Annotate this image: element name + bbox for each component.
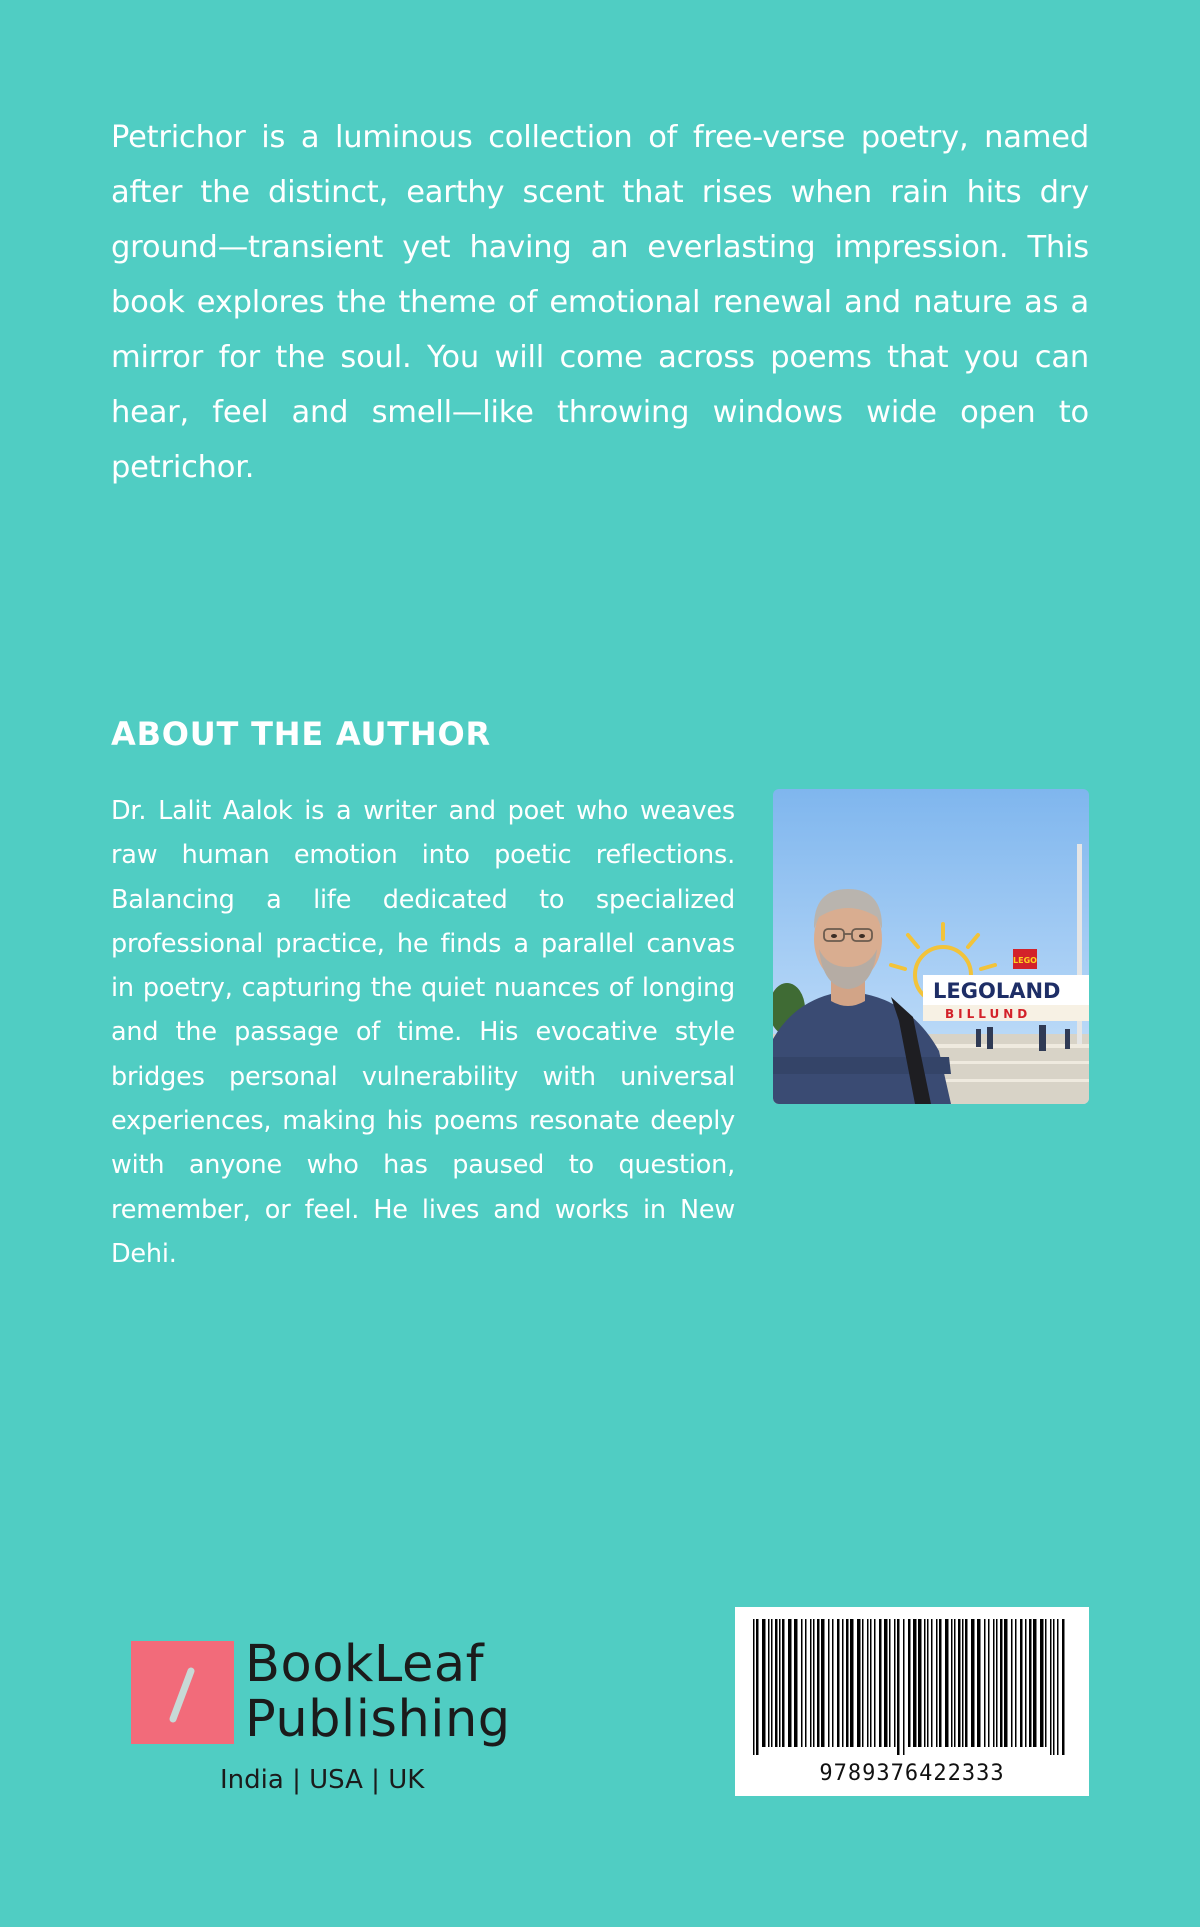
barcode-bar xyxy=(817,1619,820,1747)
barcode-bar xyxy=(1000,1619,1003,1747)
barcode-bar xyxy=(870,1619,872,1747)
publisher-name xyxy=(245,1637,511,1747)
barcode-bar xyxy=(1040,1619,1044,1747)
barcode-bar xyxy=(996,1619,998,1747)
barcode-bar xyxy=(1011,1619,1013,1747)
barcode-bar xyxy=(832,1619,834,1747)
isbn-number: 9789376422333 xyxy=(819,1761,1005,1786)
photo-sign-text: LEGOLAND xyxy=(933,979,1061,1003)
barcode-bar xyxy=(1020,1619,1023,1747)
barcode-bar xyxy=(908,1619,911,1747)
barcode-bar xyxy=(874,1619,876,1747)
barcode-bar xyxy=(1015,1619,1017,1747)
barcode-bar xyxy=(779,1619,781,1747)
author-bio: Dr. Lalit Aalok is a writer and poet who weaves raw human emotion into poetic reflections. Balancing a life dedicated to specialized professional practice, he finds a parallel canvas in poetry, capturing the quiet nuances of longing and the passage of time. His evocative style bridges personal vulnerability with universal experiences, making his poems resonate deeply with anyone who has paused to question, remember, or feel. He lives and works in New Dehi. xyxy=(111,796,735,1269)
barcode-bar xyxy=(954,1619,956,1747)
barcode-bar xyxy=(965,1619,968,1747)
barcode-bar xyxy=(756,1619,759,1755)
barcode-bar xyxy=(762,1619,766,1747)
barcode-bar xyxy=(801,1619,803,1747)
barcode-bar xyxy=(1053,1619,1055,1755)
barcode-bar xyxy=(837,1619,840,1747)
barcode-bar xyxy=(1057,1619,1059,1755)
barcode-bar xyxy=(879,1619,882,1747)
barcode-bar xyxy=(931,1619,933,1747)
barcode-bar xyxy=(821,1619,825,1747)
barcode-bar xyxy=(884,1619,888,1747)
barcode-bar xyxy=(788,1619,792,1747)
publisher-name-line2: Publishing xyxy=(245,1690,511,1749)
author-photo-image xyxy=(773,789,1089,1104)
leaf-mark-icon xyxy=(131,1641,234,1744)
book-blurb: Petrichor is a luminous collection of free-verse poetry, named after the distinct, earthy scent that rises when rain hits dry ground—transient yet having an everlasting impression. This book explores the theme of emotional renewal and nature as a mirror for the soul. You will come across poems that you can hear, feel and smell—like throwing windows wide open to petrichor. xyxy=(111,120,1089,485)
barcode-bar xyxy=(768,1619,770,1747)
barcode-bar xyxy=(813,1619,815,1747)
barcode-bar xyxy=(1062,1619,1065,1755)
barcode-bar xyxy=(927,1619,929,1747)
barcode-bar xyxy=(897,1619,900,1755)
barcode-bar xyxy=(862,1619,864,1747)
barcode-bar xyxy=(903,1619,905,1755)
publisher-regions: India | USA | UK xyxy=(220,1765,425,1795)
barcode-bar xyxy=(913,1619,917,1747)
isbn-barcode xyxy=(735,1607,1089,1796)
barcode-bar xyxy=(867,1619,869,1747)
barcode-bar xyxy=(951,1619,953,1747)
barcode-bar xyxy=(984,1619,986,1747)
barcode-bar xyxy=(988,1619,990,1747)
barcode-bar xyxy=(846,1619,849,1747)
barcode-bar xyxy=(782,1619,785,1747)
barcode-bar xyxy=(894,1619,896,1747)
barcode-bar xyxy=(971,1619,975,1747)
barcode-bar xyxy=(842,1619,844,1747)
barcode-bar xyxy=(857,1619,861,1747)
barcode-bar xyxy=(850,1619,854,1747)
barcode-bar xyxy=(962,1619,964,1747)
about-author-heading: ABOUT THE AUTHOR xyxy=(111,715,491,753)
barcode-bar xyxy=(1025,1619,1027,1747)
barcode-bar xyxy=(805,1619,807,1747)
author-photo xyxy=(773,789,1089,1104)
photo-badge-text: LEGO xyxy=(1013,956,1037,965)
barcode-bar xyxy=(918,1619,922,1747)
publisher-logo xyxy=(131,1637,521,1797)
barcode-bar xyxy=(1045,1619,1047,1747)
barcode-bar xyxy=(939,1619,942,1747)
barcode-bar xyxy=(945,1619,949,1747)
barcode-bars xyxy=(749,1619,1075,1755)
barcode-bar xyxy=(977,1619,981,1747)
barcode-bar xyxy=(828,1619,830,1747)
publisher-name-line1: BookLeaf xyxy=(245,1635,485,1694)
barcode-bar xyxy=(1004,1619,1008,1747)
photo-sign-subtext: BILLUND xyxy=(945,1007,1032,1021)
barcode-bar xyxy=(1029,1619,1032,1747)
barcode-bar xyxy=(1050,1619,1052,1755)
barcode-bar xyxy=(775,1619,778,1747)
barcode-bar xyxy=(794,1619,798,1747)
barcode-bar xyxy=(889,1619,891,1747)
barcode-bar xyxy=(936,1619,938,1747)
barcode-bar xyxy=(1033,1619,1037,1747)
barcode-bar xyxy=(753,1619,755,1755)
barcode-bar xyxy=(924,1619,926,1747)
barcode-bar xyxy=(810,1619,812,1747)
barcode-bar xyxy=(771,1619,773,1747)
barcode-bar xyxy=(958,1619,961,1747)
barcode-bar xyxy=(993,1619,995,1747)
